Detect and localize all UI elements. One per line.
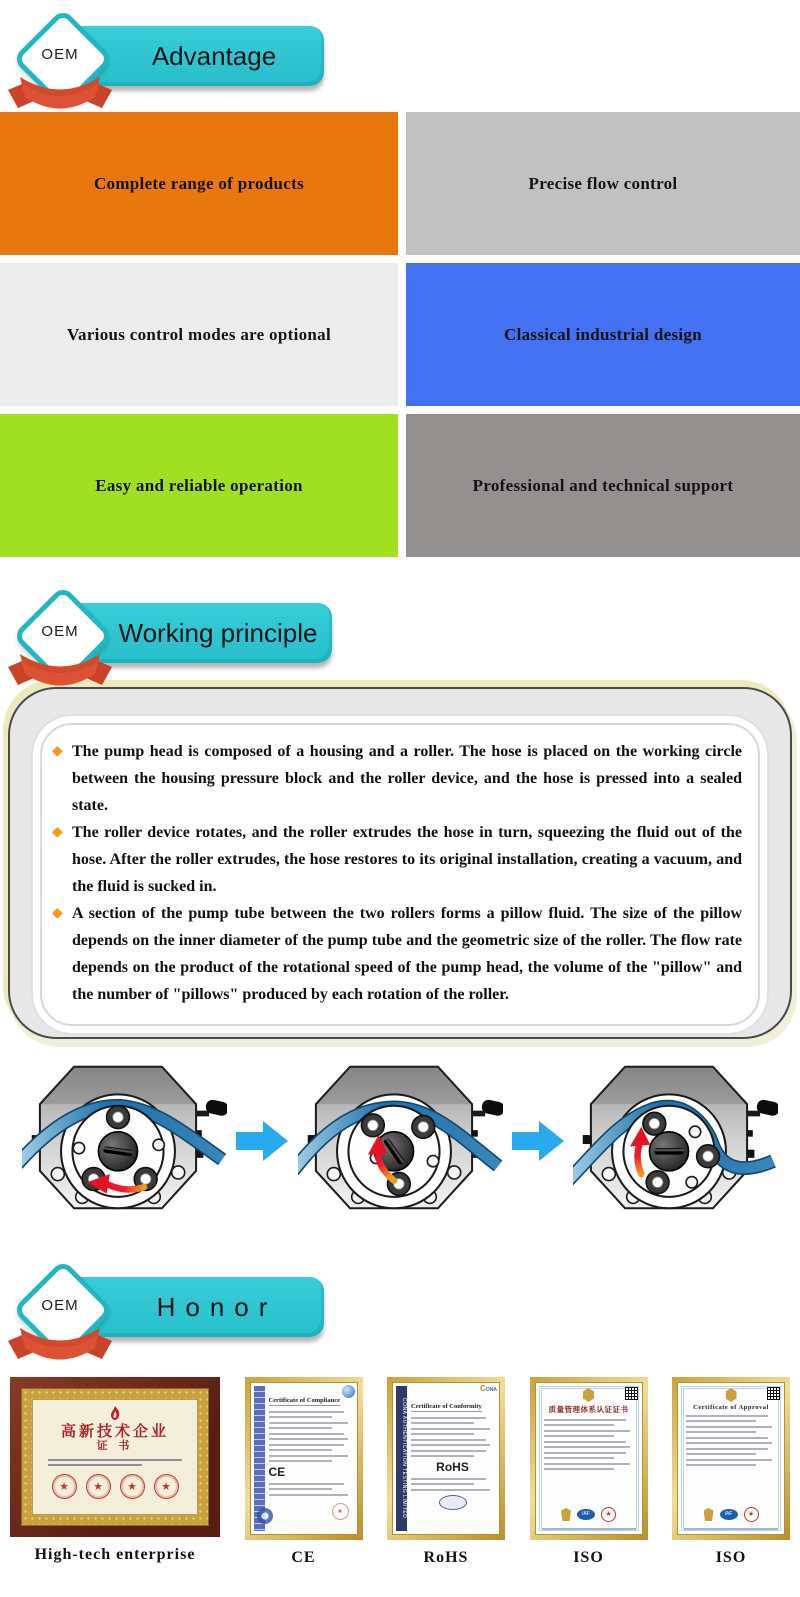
section-title: Working principle bbox=[118, 617, 318, 648]
certificate-text-lines bbox=[686, 1415, 776, 1467]
footer-line bbox=[684, 1528, 778, 1530]
cona-logo: CONA bbox=[480, 1384, 497, 1393]
iaf-seal-icon: IAF bbox=[577, 1509, 595, 1520]
red-seal-icon: ★ bbox=[601, 1507, 616, 1522]
gold-seal-icon bbox=[561, 1508, 571, 1521]
certificate-label: CE bbox=[291, 1549, 316, 1566]
red-seal-icon: ★ bbox=[154, 1474, 179, 1499]
plaque-subtitle-cn: 证 书 bbox=[96, 1440, 134, 1452]
plaque-title-cn: 高新技术企业 bbox=[60, 1424, 169, 1440]
certificate-seals bbox=[678, 1507, 784, 1522]
certificate-label: ISO bbox=[573, 1549, 604, 1566]
gold-emblem-icon bbox=[583, 1388, 594, 1402]
plaque-text-lines bbox=[48, 1456, 182, 1469]
red-seal-icon: ★ bbox=[744, 1507, 759, 1522]
ce-mark: CE bbox=[268, 1465, 286, 1479]
red-seal-icon: ★ bbox=[52, 1474, 77, 1499]
oem-diamond-badge bbox=[12, 10, 108, 106]
gold-emblem-icon bbox=[726, 1388, 737, 1402]
advantage-header bbox=[0, 0, 800, 104]
advantage-card bbox=[0, 112, 398, 255]
bullet-diamond-icon: ◆ bbox=[52, 825, 63, 840]
certificate-iso-1 bbox=[530, 1377, 648, 1567]
section-title: Advantage bbox=[151, 40, 277, 71]
advantage-card-label: Precise flow control bbox=[528, 173, 678, 193]
certificate-image bbox=[530, 1377, 648, 1540]
plaque-paper bbox=[32, 1399, 198, 1515]
bullet-diamond-icon: ◆ bbox=[52, 906, 63, 921]
flame-icon bbox=[108, 1406, 122, 1424]
certificate-text-lines bbox=[269, 1411, 352, 1463]
honor-section bbox=[0, 1251, 800, 1567]
advantage-card-label: Various control modes are optional bbox=[67, 324, 331, 344]
advantage-section bbox=[0, 0, 800, 557]
iaf-seal-icon: IAF bbox=[720, 1509, 738, 1520]
principle-bullet bbox=[52, 900, 742, 1008]
certificate-image bbox=[245, 1377, 363, 1540]
arrow-right-icon bbox=[236, 1119, 288, 1163]
advantage-card bbox=[406, 414, 800, 557]
principle-panel bbox=[8, 687, 792, 1039]
principle-text-box bbox=[40, 723, 760, 1026]
certificate-sidebar: CONA AUTHENTICATION TESTING LIMITED bbox=[396, 1386, 407, 1531]
plaque-gold-frame bbox=[21, 1388, 209, 1526]
certificates-row bbox=[0, 1377, 800, 1567]
gold-seal-icon bbox=[704, 1508, 714, 1521]
certificate-image bbox=[10, 1377, 220, 1537]
footer-line bbox=[542, 1528, 636, 1530]
working-principle-header bbox=[0, 577, 800, 681]
certificate-rohs bbox=[387, 1377, 505, 1567]
pump-head-diagram-stage-3 bbox=[573, 1060, 778, 1222]
advantage-card-label: Classical industrial design bbox=[504, 324, 702, 344]
certificate-image bbox=[387, 1377, 505, 1540]
advantage-card bbox=[0, 263, 398, 406]
red-seal-icon: ★ bbox=[120, 1474, 145, 1499]
red-seal-icon: ★ bbox=[86, 1474, 111, 1499]
pump-head-diagram-stage-2 bbox=[298, 1060, 503, 1222]
certificate-title: Certificate of Compliance bbox=[268, 1397, 340, 1404]
advantage-card bbox=[0, 414, 398, 557]
rohs-mark: RoHS bbox=[436, 1460, 469, 1474]
certificate-ce bbox=[245, 1377, 363, 1567]
advantage-card-label: Complete range of products bbox=[93, 173, 305, 193]
advantage-grid bbox=[0, 112, 800, 557]
oem-diamond-badge bbox=[12, 1261, 108, 1357]
certificate-image bbox=[672, 1377, 790, 1540]
certificate-label: ISO bbox=[715, 1549, 747, 1566]
advantage-card-label: Professional and technical support bbox=[472, 475, 734, 495]
certificate-label: RoHS bbox=[423, 1549, 469, 1566]
ribbon-icon bbox=[6, 70, 114, 110]
arrow-right-icon bbox=[512, 1119, 564, 1163]
certificate-text-lines bbox=[269, 1483, 352, 1496]
advantage-card bbox=[406, 263, 800, 406]
principle-text: The pump head is composed of a housing and a roller. The hose is placed on the working circle between the housing pressure block and the roller device, and the hose is pressed into a sealed state. bbox=[72, 743, 742, 814]
advantage-card bbox=[406, 112, 800, 255]
certificate-text-lines bbox=[411, 1417, 494, 1458]
working-principle-section bbox=[0, 577, 800, 1229]
certificate-title: Certificate of Approval bbox=[693, 1404, 769, 1411]
certificate-title: 质量管理体系认证证书 bbox=[548, 1405, 629, 1414]
certificate-iso-2 bbox=[672, 1377, 790, 1567]
certificate-seals bbox=[536, 1507, 642, 1522]
red-seal-icon: ✶ bbox=[332, 1503, 349, 1520]
oem-label: OEM bbox=[41, 46, 79, 63]
ribbon-icon bbox=[6, 1321, 114, 1361]
certificate-text-lines bbox=[411, 1478, 494, 1491]
principle-bullet bbox=[52, 738, 742, 819]
blue-seal-icon bbox=[439, 1495, 467, 1510]
principle-text: The roller device rotates, and the roller extrudes the hose in turn, squeezing the fluid out of the hose. After the roller extrudes, the hose restores to its original installation, creating a vacuum, and the fluid is sucked in. bbox=[72, 824, 742, 895]
certificate-title: Certificate of Conformity bbox=[411, 1403, 482, 1410]
certificate-text-lines bbox=[544, 1419, 634, 1471]
principle-text: A section of the pump tube between the two rollers forms a pillow fluid. The size of the pillow depends on the inner diameter of the pump tube and the geometric size of the roller. The flow rate depends on the product of the rotational speed of the pump head, the volume of the "pillow" and the number of "pillows" produced by each rotation of the roller. bbox=[72, 905, 742, 1003]
ribbon-icon bbox=[6, 647, 114, 687]
advantage-card-label: Easy and reliable operation bbox=[95, 475, 303, 495]
section-title: Honor bbox=[156, 1291, 278, 1322]
pump-stages-row bbox=[0, 1053, 800, 1229]
bullet-diamond-icon: ◆ bbox=[52, 744, 63, 759]
oem-label: OEM bbox=[41, 623, 79, 640]
blue-seal-icon bbox=[257, 1508, 273, 1524]
honor-header bbox=[0, 1251, 800, 1355]
certificate-hightech bbox=[10, 1377, 220, 1564]
oem-diamond-badge bbox=[12, 587, 108, 683]
plaque-seals bbox=[52, 1474, 179, 1499]
oem-label: OEM bbox=[41, 1297, 79, 1314]
pump-head-diagram-stage-1 bbox=[22, 1060, 227, 1222]
certificate-label: High-tech enterprise bbox=[34, 1546, 196, 1563]
principle-bullet bbox=[52, 819, 742, 900]
